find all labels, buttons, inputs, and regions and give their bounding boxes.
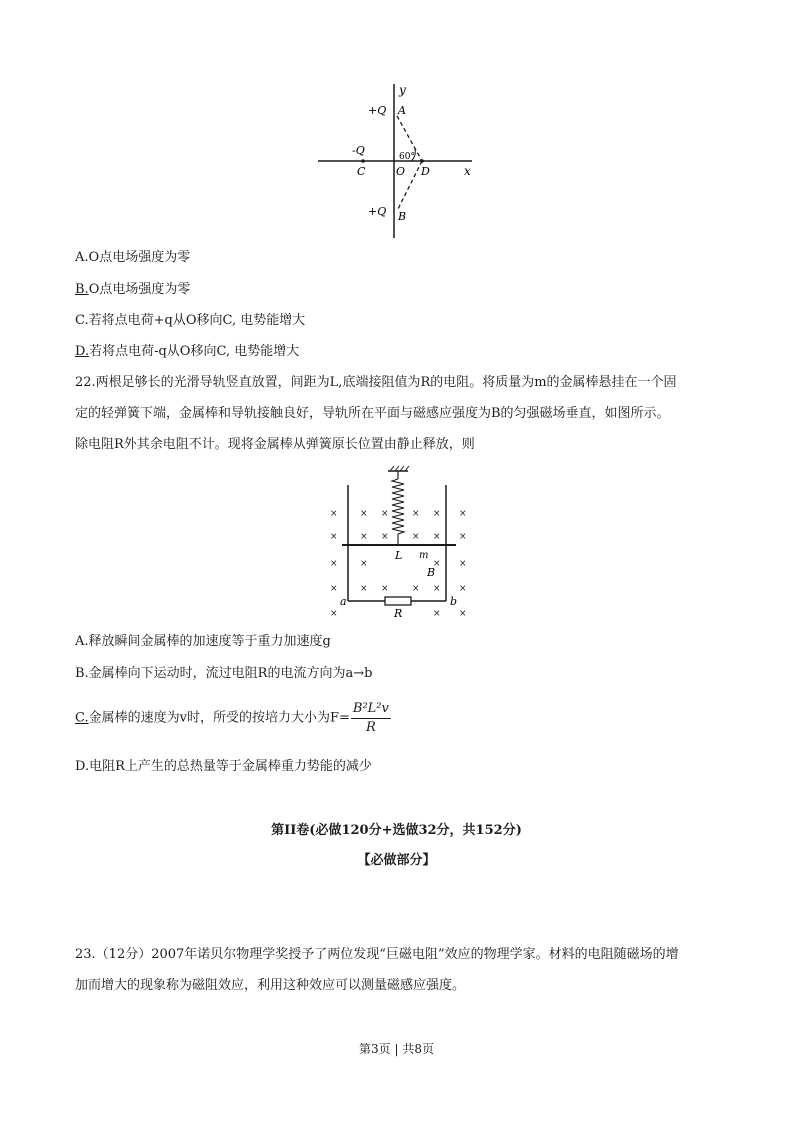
field-cross: ×	[433, 532, 441, 542]
q22-option-a: A.释放瞬间金属棒的加速度等于重力加速度g	[75, 634, 331, 649]
q22-option-b: B.金属棒向下运动时，流过电阻R的电流方向为a→b	[75, 666, 373, 681]
field-cross: ×	[412, 584, 420, 594]
field-cross: ×	[433, 609, 441, 619]
field-cross: ×	[360, 584, 368, 594]
q22-line-3: 除电阻R外其余电阻不计。现将金属棒从弹簧原长位置由静止释放，则	[75, 437, 475, 452]
q22-option-c	[75, 701, 391, 736]
formula-denominator: R	[365, 720, 376, 735]
label-plus-q-bottom: +Q	[368, 205, 387, 218]
field-cross: ×	[433, 559, 441, 569]
label-minus-q: -Q	[352, 144, 365, 157]
q21-option-text: O点电场强度为零	[88, 250, 191, 265]
spring	[392, 479, 404, 545]
label-m: m	[419, 550, 429, 561]
q22-option-c-text: 金属棒的速度为v时，所受的按培力大小为F=	[88, 710, 350, 726]
q21-option-letter: A.	[75, 250, 89, 265]
field-cross: ×	[381, 584, 389, 594]
label-l: L	[395, 549, 403, 562]
page-footer: 第3页 | 共8页	[359, 1042, 434, 1056]
q21-option-text: 若将点电荷-q从O移向C, 电势能增大	[89, 344, 300, 359]
label-r: R	[394, 607, 403, 620]
label-a: A	[398, 104, 406, 117]
q23-line-1: 23.（12分）2007年诺贝尔物理学奖授予了两位发现“巨磁电阻”效应的物理学家。材料的电阻随磁场的增	[75, 947, 679, 962]
field-cross: ×	[459, 532, 467, 542]
label-d: D	[421, 165, 430, 178]
field-cross: ×	[459, 509, 467, 519]
field-cross: ×	[330, 509, 338, 519]
q21-option-letter: D.	[75, 344, 90, 359]
q21-option-b	[75, 281, 190, 299]
field-cross: ×	[459, 559, 467, 569]
point-c	[361, 159, 365, 163]
label-plus-q-top: +Q	[368, 104, 387, 117]
q23-line-2: 加而增大的现象称为磁阻效应，利用这种效应可以测量磁感应强度。	[75, 978, 466, 993]
formula-fraction	[351, 701, 391, 736]
field-cross: ×	[433, 509, 441, 519]
q21-option-c	[75, 312, 305, 330]
q21-option-d	[75, 343, 299, 361]
q21-option-letter: C.	[75, 313, 89, 328]
q21-option-letter: B.	[75, 282, 89, 297]
label-x: x	[464, 164, 471, 178]
section-title: 第II卷(必做120分+选做32分，共152分)	[271, 823, 522, 838]
q22-option-d: D.电阻R上产生的总热量等于金属棒重力势能的减少	[75, 759, 372, 774]
label-b-end: b	[450, 595, 458, 608]
label-angle: 60°	[399, 152, 415, 162]
field-cross: ×	[459, 584, 467, 594]
field-cross: ×	[360, 559, 368, 569]
field-cross: ×	[412, 509, 420, 519]
q21-option-text: 若将点电荷+q从O移向C, 电势能增大	[88, 313, 306, 328]
field-cross: ×	[433, 584, 441, 594]
resistor	[385, 597, 411, 605]
section-subtitle: 【必做部分】	[357, 853, 436, 868]
field-cross: ×	[330, 609, 338, 619]
q22-line-1: 22.两根足够长的光滑导轨竖直放置，间距为L,底端接阻值为R的电阻。将质量为m的金属棒悬挂在一个固	[75, 375, 677, 390]
charge-diagram	[300, 78, 490, 243]
field-cross: ×	[412, 532, 420, 542]
label-b-field: B	[427, 566, 436, 579]
q21-option-text: O点电场强度为零	[88, 282, 191, 297]
field-cross: ×	[459, 609, 467, 619]
field-cross: ×	[330, 559, 338, 569]
field-cross: ×	[330, 584, 338, 594]
point-d	[420, 159, 424, 163]
label-a-end: a	[340, 595, 347, 608]
rail-diagram	[322, 463, 474, 623]
field-cross: ×	[360, 532, 368, 542]
field-cross: ×	[381, 509, 389, 519]
q22-option-c-letter: C.	[75, 710, 89, 726]
label-o: O	[396, 165, 406, 178]
field-cross: ×	[381, 532, 389, 542]
q21-option-a	[75, 249, 190, 267]
q22-line-2: 定的轻弹簧下端，金属棒和导轨接触良好，导轨所在平面与磁感应强度为B的匀强磁场垂直，如图所示。	[75, 406, 670, 421]
field-cross: ×	[330, 532, 338, 542]
formula-numerator: B²L²v	[351, 701, 391, 719]
label-b: B	[398, 210, 407, 223]
label-c: C	[357, 165, 366, 178]
field-cross: ×	[360, 509, 368, 519]
label-y: y	[399, 83, 406, 97]
